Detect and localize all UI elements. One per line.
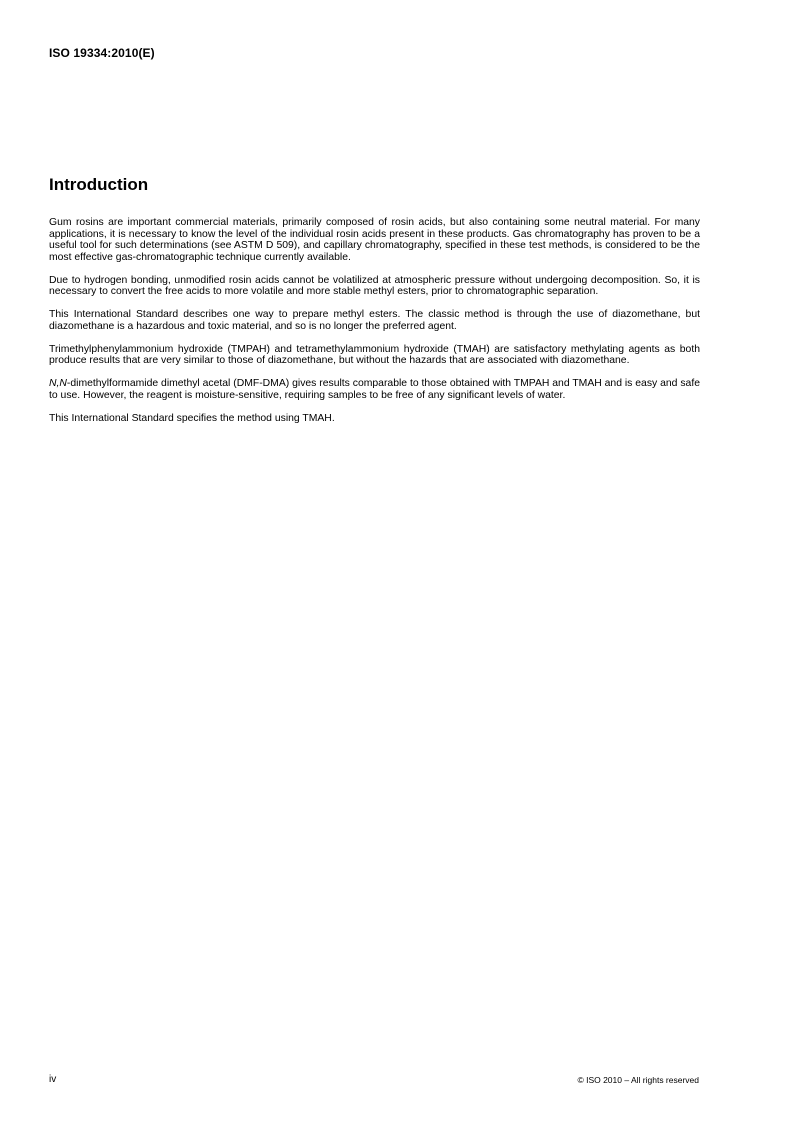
document-header-standard-id: ISO 19334:2010(E) (49, 46, 155, 60)
paragraph-4-text: Trimethylphenylammonium hydroxide (TMPAH) and tetramethylammonium hydroxide (TMAH) are satisfactory methylating agents as both produce results that are very similar to those of diazomethane, but without the hazards that are associated with diazomethane. (49, 343, 700, 366)
paragraph-6-text: This International Standard specifies the method using TMAH. (49, 412, 335, 424)
paragraph-6 (49, 413, 700, 425)
paragraph-5-text: -dimethylformamide dimethyl acetal (DMF-DMA) gives results comparable to those obtained with TMPAH and TMAH and is easy and safe to use. However, the reagent is moisture-sensitive, requiring samples to be free of any significant levels of water. (49, 378, 700, 401)
introduction-body (49, 217, 700, 436)
paragraph-2-text: Due to hydrogen bonding, unmodified rosin acids cannot be volatilized at atmospheric pressure without undergoing decomposition. So, it is necessary to convert the free acids to more volatile and more stable methyl esters, prior to chromatographic separation. (49, 274, 700, 297)
paragraph-1 (49, 217, 700, 263)
paragraph-1-text: Gum rosins are important commercial materials, primarily composed of rosin acids, but also containing some neutral material. For many applications, it is necessary to know the level of the individual rosin acids present in these products. Gas chromatography has proven to be a useful tool for such determinations (see ASTM D 509), and capillary chromatography, specified in these test methods, is considered to be the most effective gas-chromatographic technique currently available. (49, 217, 700, 263)
paragraph-3-text: This International Standard describes one way to prepare methyl esters. The classic method is through the use of diazomethane, but diazomethane is a hazardous and toxic material, and so is no longer the preferred agent. (49, 309, 700, 332)
page-number: iv (49, 1074, 57, 1085)
paragraph-2 (49, 275, 700, 298)
paragraph-5 (49, 378, 700, 401)
paragraph-3 (49, 309, 700, 332)
paragraph-4 (49, 344, 700, 367)
section-title: Introduction (49, 175, 149, 194)
paragraph-5-italic-prefix: N,N (49, 378, 67, 389)
copyright-notice: © ISO 2010 – All rights reserved (577, 1075, 699, 1085)
